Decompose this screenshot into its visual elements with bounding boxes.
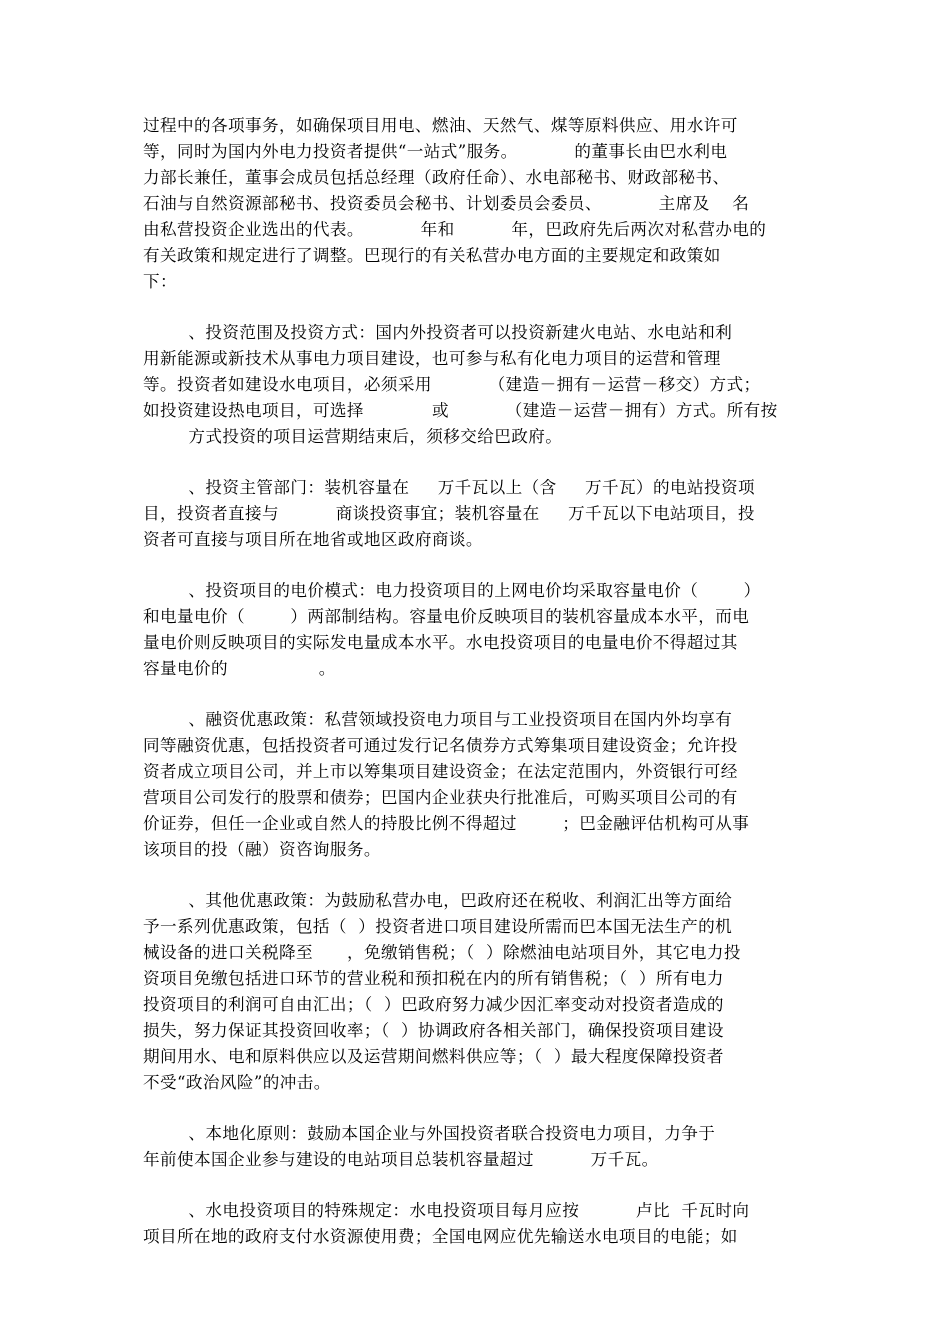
- text-line: 目，投资者直接与 商谈投资事宜；装机容量在 万千瓦以下电站项目，投: [143, 504, 755, 523]
- text-line: 有关政策和规定进行了调整。巴现行的有关私营办电方面的主要规定和政策如: [143, 246, 721, 265]
- text-line: 资者成立项目公司，并上市以筹集项目建设资金；在法定范围内，外资银行可经: [143, 762, 738, 781]
- text-line: 、投资范围及投资方式：国内外投资者可以投资新建火电站、水电站和利: [143, 323, 733, 342]
- text-line: 资项目免缴包括进口环节的营业税和预扣税在内的所有销售税；（ ）所有电力: [143, 969, 724, 988]
- text-line: 用新能源或新技术从事电力项目建设，也可参与私有化电力项目的运营和管理: [143, 349, 721, 368]
- text-line: 、投资项目的电价模式：电力投资项目的上网电价均采取容量电价（ ）: [143, 581, 761, 600]
- text-line: 由私营投资企业选出的代表。 年和 年，巴政府先后两次对私营办电的: [143, 220, 767, 239]
- text-line: 、水电投资项目的特殊规定：水电投资项目每月应按 卢比 千瓦时向: [143, 1201, 750, 1220]
- text-line: 同等融资优惠，包括投资者可通过发行记名债券方式筹集项目建设资金；允许投: [143, 736, 738, 755]
- text-line: 等。投资者如建设水电项目，必须采用 （建造－拥有－运营－移交）方式；: [143, 375, 761, 394]
- text-line: 械设备的进口关税降至 ，免缴销售税；（ ）除燃油电站项目外，其它电力投: [143, 943, 741, 962]
- text-line: 量电价则反映项目的实际发电量成本水平。水电投资项目的电量电价不得超过其: [143, 633, 738, 652]
- text-line: 投资项目的利润可自由汇出；（ ）巴政府努力减少因汇率变动对投资者造成的: [143, 995, 724, 1014]
- text-line: 期间用水、电和原料供应以及运营期间燃料供应等；（ ）最大程度保障投资者: [143, 1047, 724, 1066]
- text-line: 如投资建设热电项目，可选择 或 （建造－运营－拥有）方式。所有按: [143, 401, 778, 420]
- text-line: 、融资优惠政策：私营领域投资电力项目与工业投资项目在国内外均享有: [143, 710, 733, 729]
- text-line: 容量电价的 。: [143, 659, 336, 678]
- text-line: 下：: [143, 272, 177, 291]
- text-line: 资者可直接与项目所在地省或地区政府商谈。: [143, 530, 483, 549]
- text-line: 营项目公司发行的股票和债券；巴国内企业获央行批准后，可购买项目公司的有: [143, 788, 738, 807]
- text-line: 价证券，但任一企业或自然人的持股比例不得超过 ；巴金融评估机构可从事: [143, 814, 750, 833]
- text-line: 予一系列优惠政策，包括（ ）投资者进口项目建设所需而巴本国无法生产的机: [143, 917, 733, 936]
- text-line: 、其他优惠政策：为鼓励私营办电，巴政府还在税收、利润汇出等方面给: [143, 891, 733, 910]
- text-line: 方式投资的项目运营期结束后，须移交给巴政府。: [143, 427, 563, 446]
- text-line: 过程中的各项事务，如确保项目用电、燃油、天然气、煤等原料供应、用水许可: [143, 116, 738, 135]
- text-line: 石油与自然资源部秘书、投资委员会秘书、计划委员会委员、 主席及 名: [143, 194, 750, 213]
- text-line: 不受“政治风险”的冲击。: [143, 1073, 331, 1092]
- text-line: 、投资主管部门：装机容量在 万千瓦以上（含 万千瓦）的电站投资项: [143, 478, 755, 497]
- text-line: 损失，努力保证其投资回收率；（ ）协调政府各相关部门，确保投资项目建设: [143, 1021, 724, 1040]
- text-line: 、本地化原则：鼓励本国企业与外国投资者联合投资电力项目，力争于: [143, 1124, 716, 1143]
- text-line: 等，同时为国内外电力投资者提供“一站式”服务。 的董事长由巴水利电: [143, 142, 728, 161]
- text-line: 年前使本国企业参与建设的电站项目总装机容量超过 万千瓦。: [143, 1150, 659, 1169]
- text-line: 项目所在地的政府支付水资源使用费；全国电网应优先输送水电项目的电能；如: [143, 1227, 738, 1246]
- text-line: 力部长兼任，董事会成员包括总经理（政府任命）、水电部秘书、财政部秘书、: [143, 168, 730, 187]
- text-line: 和电量电价（ ）两部制结构。容量电价反映项目的装机容量成本水平，而电: [143, 607, 750, 626]
- text-line: 该项目的投（融）资咨询服务。: [143, 840, 381, 859]
